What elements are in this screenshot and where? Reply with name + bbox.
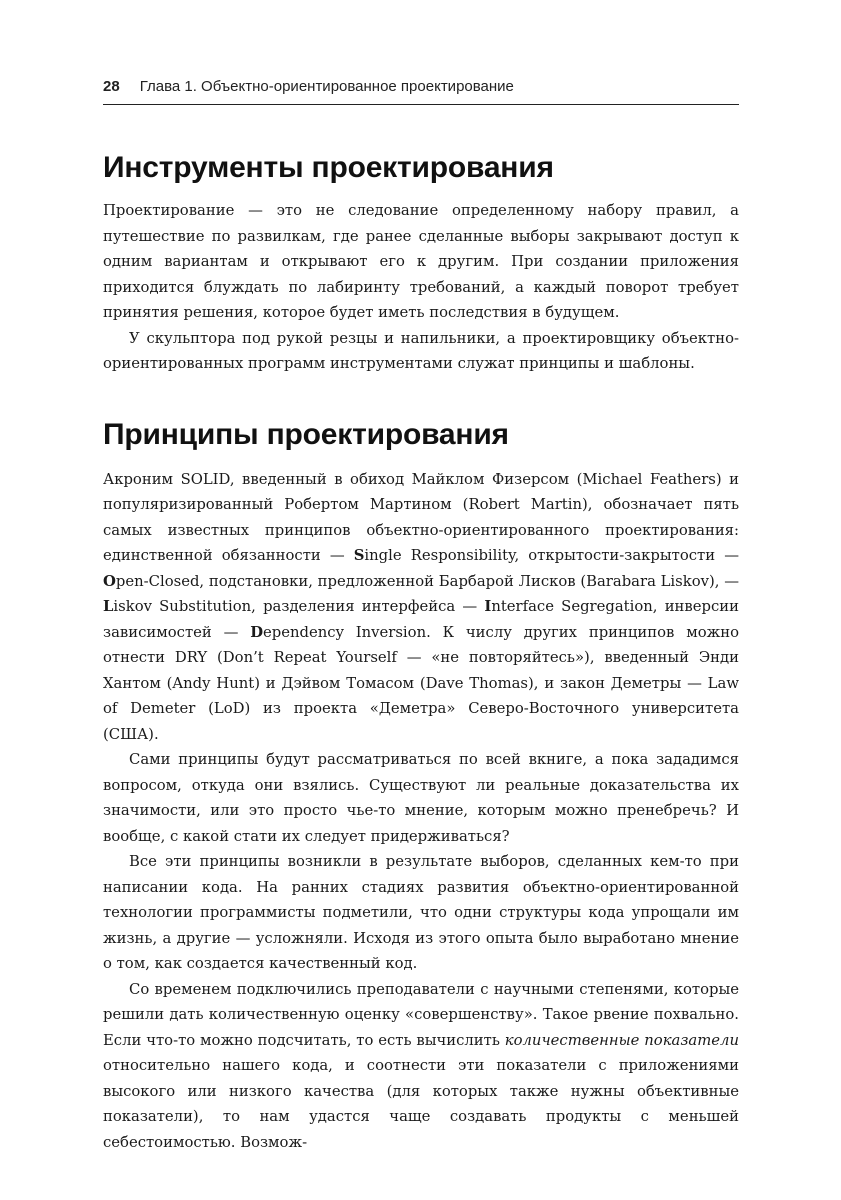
- section-heading-principles: Принципы проектирования: [103, 417, 509, 451]
- chapter-title: Глава 1. Объектно-ориентированное проектирование: [139, 78, 514, 95]
- solid-letter-o: O: [103, 572, 116, 590]
- running-header: [103, 78, 739, 105]
- emphasis-text: количественные показатели: [504, 1031, 739, 1049]
- text-run: Со временем подключились преподаватели с научными степенями, которые решили дать количественную оценку «совершенству». Такое рвение похвально. Если что-то можно подсчитать, то есть вычислить: [103, 980, 739, 1049]
- text-run: iskov Substitution, разделения интерфейса —: [113, 598, 485, 615]
- paragraph: У скульптора под рукой резцы и напильники, а проектировщику объектно-ориентированных программ инструментами служат принципы и шаблоны.: [103, 329, 739, 372]
- text-run: ingle Responsibility, открытости-закрытости —: [364, 547, 739, 564]
- solid-letter-l: L: [103, 598, 114, 615]
- solid-letter-s: S: [353, 547, 365, 564]
- solid-letter-i: I: [484, 598, 492, 615]
- text-run: nterface Segregation, инверсии зависимостей —: [103, 598, 739, 641]
- text-run: ependency Inversion. К числу других принципов можно отнести DRY (Don’t Repeat Yourself — «не повторяйтесь»), введенный Энди Хантом (Andy Hunt) и Дэйвом Томасом (Dave Thomas), и закон Деметры — Law of Demeter (LoD) из проекта «Деметра» Северо-Восточного университета (США).: [103, 623, 739, 743]
- page-number: 28: [103, 78, 120, 95]
- solid-letter-d: D: [250, 623, 264, 641]
- paragraph: Проектирование — это не следование определенному набору правил, а путешествие по развилкам, где ранее сделанные выборы закрывают доступ к одним вариантам и открывают его к другим. При создании приложения приходится блуждать по лабиринту требований, а каждый поворот требует принятия решения, которое будет иметь последствия в будущем.: [103, 202, 739, 321]
- paragraph-metrics: [103, 977, 739, 1156]
- paragraph-solid: [103, 467, 739, 748]
- text-run: Акроним SOLID, введенный в обиход Майклом Физерсом (Michael Feathers) и популяризированный Робертом Мартином (Robert Martin), обозначает пять самых известных принципов объектно-ориентированного проектирования: единственной обязанности —: [103, 470, 739, 564]
- paragraph: Все эти принципы возникли в результате выборов, сделанных кем-то при написании кода. На ранних стадиях развития объектно-ориентированной технологии программисты подметили, что одни структуры кода упрощали им жизнь, а другие — усложняли. Исходя из этого опыта было выработано мнение о том, как создается качественный код.: [103, 853, 739, 972]
- section-heading-tools: Инструменты проектирования: [103, 151, 554, 184]
- text-run: pen-Closed, подстановки, предложенной Барбарой Лисков (Barabara Liskov), —: [115, 572, 739, 590]
- book-page: [103, 78, 739, 1155]
- text-run: относительно нашего кода, и соотнести эти показатели с приложениями высокого или низкого качества (для которых также нужны объективные показатели), то нам удастся чаще создавать продукты с меньшей себестоимостью. Возмож-: [103, 1057, 739, 1151]
- paragraph: Сами принципы будут рассматриваться по всей вкниге, а пока зададимся вопросом, откуда они взялись. Существуют ли реальные доказательства их значимости, или это просто чье-то мнение, которым можно пренебречь? И вообще, с какой стати их следует придерживаться?: [103, 751, 739, 845]
